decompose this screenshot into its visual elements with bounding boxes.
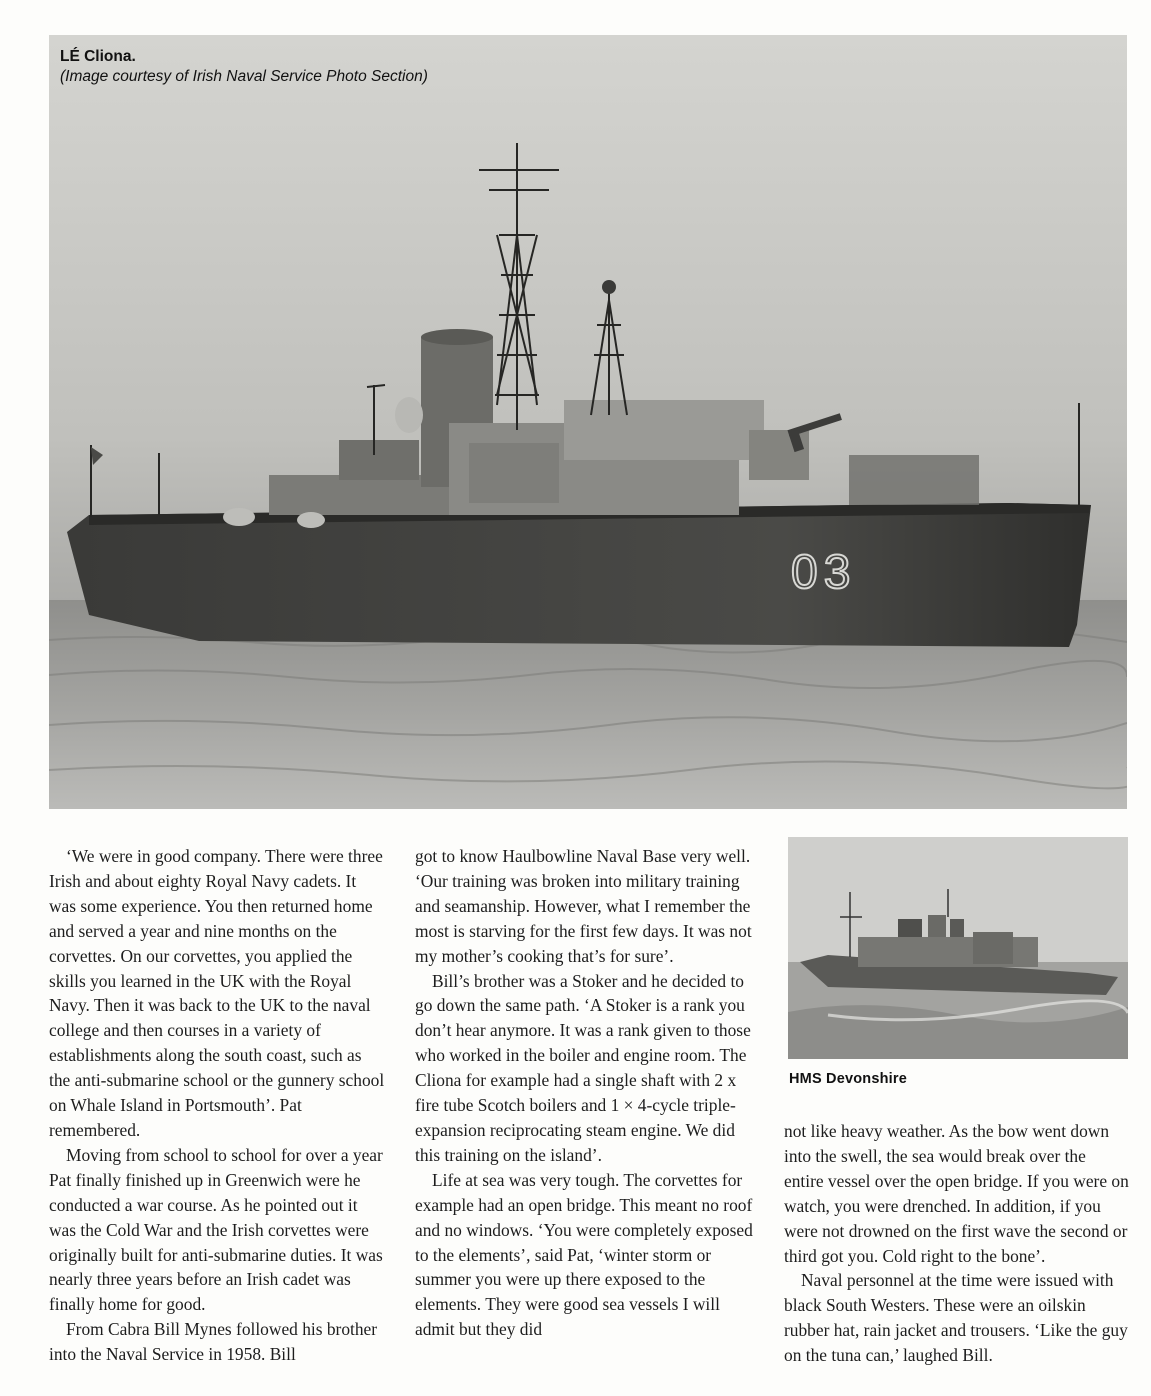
inset-caption: HMS Devonshire — [789, 1071, 908, 1087]
ship-photo — [49, 35, 1127, 809]
photo-title: LÉ Cliona. — [60, 48, 136, 65]
pennant-number: 03 — [791, 546, 857, 599]
paragraph: got to know Haulbowline Naval Base very well. ‘Our training was broken into military training and seamanship. However, what I remember the most is starving for the first few days. It was not my mother’s cooking that’s for sure’. — [415, 846, 752, 966]
photo-caption — [60, 47, 428, 87]
paragraph: Naval personnel at the time were issued with black South Westers. These were an oilskin rubber hat, rain jacket and trousers. ‘Like the guy on the tuna can,’ laughed Bill. — [784, 1270, 1128, 1366]
article-column-1 — [49, 844, 387, 1367]
article-column-3 — [784, 1119, 1129, 1368]
paragraph: ‘We were in good company. There were three Irish and about eighty Royal Navy cadets. It was some experience. You then returned home and served a year and nine months on the corvettes. On our corvettes, you applied the skills you learned in the UK with the Royal Navy. Then it was back to the UK to the naval college and then courses in a variety of establishments along the south coast, such as the anti-submarine school or the gunnery school on Whale Island in Portsmouth’. Pat remembered. — [49, 846, 385, 1140]
ship-illustration — [49, 35, 1127, 809]
ship-hull — [67, 503, 1091, 647]
paragraph: Bill’s brother was a Stoker and he decided to go down the same path. ‘A Stoker is a rank you don’t hear anymore. It was a rank given to those who worked in the boiler and engine room. The Cliona for example had a single shaft with 2 x fire tube Scotch boilers and 1 × 4-cycle triple-expansion reciprocating steam engine. We did this training on the island’. — [415, 970, 751, 1165]
devonshire-photo — [788, 837, 1128, 1059]
paragraph: not like heavy weather. As the bow went down into the swell, the sea would break over the entire vessel over the open bridge. If you were on watch, you were drenched. In addition, if you were not drowned on the first wave the second or third got you. Cold right to the bone’. — [784, 1121, 1129, 1266]
photo-credit: (Image courtesy of Irish Naval Service Photo Section) — [60, 68, 428, 85]
paragraph: Life at sea was very tough. The corvettes for example had an open bridge. This meant no roof and no windows. ‘You were completely exposed to the elements’, said Pat, ‘winter storm or summer you were up there exposed to the elements. They were good sea vessels I will admit but they did — [415, 1169, 753, 1340]
paragraph: From Cabra Bill Mynes followed his brother into the Naval Service in 1958. Bill — [49, 1319, 378, 1365]
article-column-2 — [415, 844, 760, 1342]
cruiser-illustration — [788, 837, 1128, 1059]
paragraph: Moving from school to school for over a year Pat finally finished up in Greenwich were he conducted a war course. As he pointed out it was the Cold War and the Irish corvettes were originally built for anti-submarine duties. It was nearly three years before an Irish cadet was finally home for good. — [49, 1144, 383, 1315]
